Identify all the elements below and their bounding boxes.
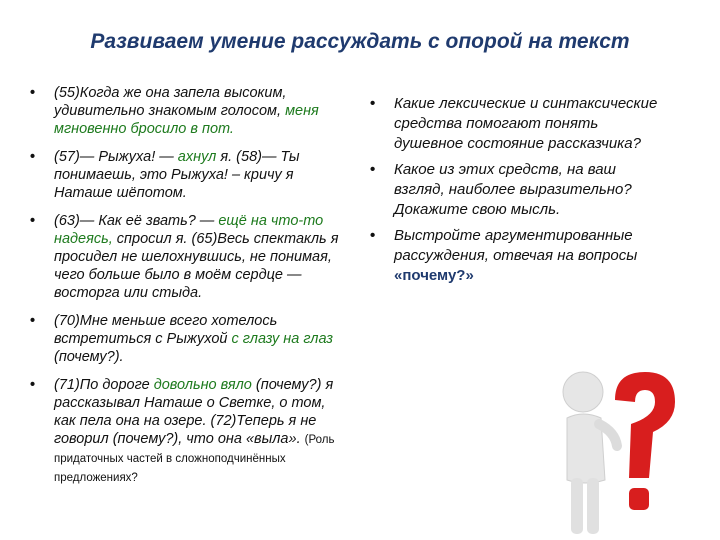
list-item bbox=[30, 312, 348, 366]
bullet: • bbox=[370, 227, 376, 244]
highlight: ахнул bbox=[177, 149, 217, 165]
list-item bbox=[30, 148, 348, 202]
highlight: ещё на что-то надеясь, bbox=[54, 213, 324, 247]
text: (почему?). bbox=[54, 349, 124, 365]
list-item bbox=[370, 160, 670, 220]
text: (71)По дороге bbox=[54, 377, 154, 393]
list-item bbox=[370, 226, 670, 286]
text: Какое из этих средств, на ваш взгляд, наиболее выразительно? Докажите свою мысль. bbox=[394, 161, 632, 218]
text: Какие лексические и синтаксические средства помогают понять душевное состояние рассказчика? bbox=[394, 95, 658, 152]
text: (70)Мне меньше всего хотелось встретиться с Рыжухой bbox=[54, 313, 278, 347]
list-item bbox=[30, 212, 348, 302]
quote-list bbox=[30, 84, 348, 497]
text: спросил я. (65)Весь спектакль я просидел не шелохнувшись, не понимая, чего больше было в моём сердце — восторга или стыда. bbox=[54, 231, 339, 301]
text: (57)— Рыжуха! — bbox=[54, 149, 178, 165]
bullet: • bbox=[370, 95, 376, 112]
page-title: Развиваем умение рассуждать с опорой на текст bbox=[90, 30, 630, 53]
text: (55)Когда же она запела высоким, удивительно знакомым голосом, bbox=[54, 85, 287, 119]
list-item bbox=[370, 94, 670, 154]
bullet: • bbox=[30, 149, 36, 165]
list-item bbox=[30, 376, 348, 487]
bullet: • bbox=[30, 213, 36, 229]
text: (почему?) я рассказывал Наташе о Светке, о том, как пела она на озере. (72)Теперь я не говорил (почему?), что она «выла». bbox=[54, 377, 334, 447]
bullet: • bbox=[370, 161, 376, 178]
text: Выстройте аргументированные рассуждения, отвечая на вопросы bbox=[394, 227, 638, 264]
bullet: • bbox=[30, 85, 36, 101]
list-item bbox=[30, 84, 348, 138]
question-figure-icon bbox=[545, 360, 685, 540]
text: (63)— Как её звать? — bbox=[54, 213, 219, 229]
highlight: довольно вяло bbox=[153, 377, 252, 393]
question-list bbox=[370, 94, 670, 292]
highlight: с глазу на глаз bbox=[231, 331, 333, 347]
text: я. (58)— Ты понимаешь, это Рыжуха! – кричу я Наташе шёпотом. bbox=[54, 149, 300, 201]
highlight: меня мгновенно бросило в пот. bbox=[54, 103, 319, 137]
why-label: «почему?» bbox=[394, 267, 474, 284]
bullet: • bbox=[30, 313, 36, 329]
bullet: • bbox=[30, 377, 36, 393]
note: (Роль придаточных частей в сложноподчинённых предложениях? bbox=[54, 434, 335, 484]
